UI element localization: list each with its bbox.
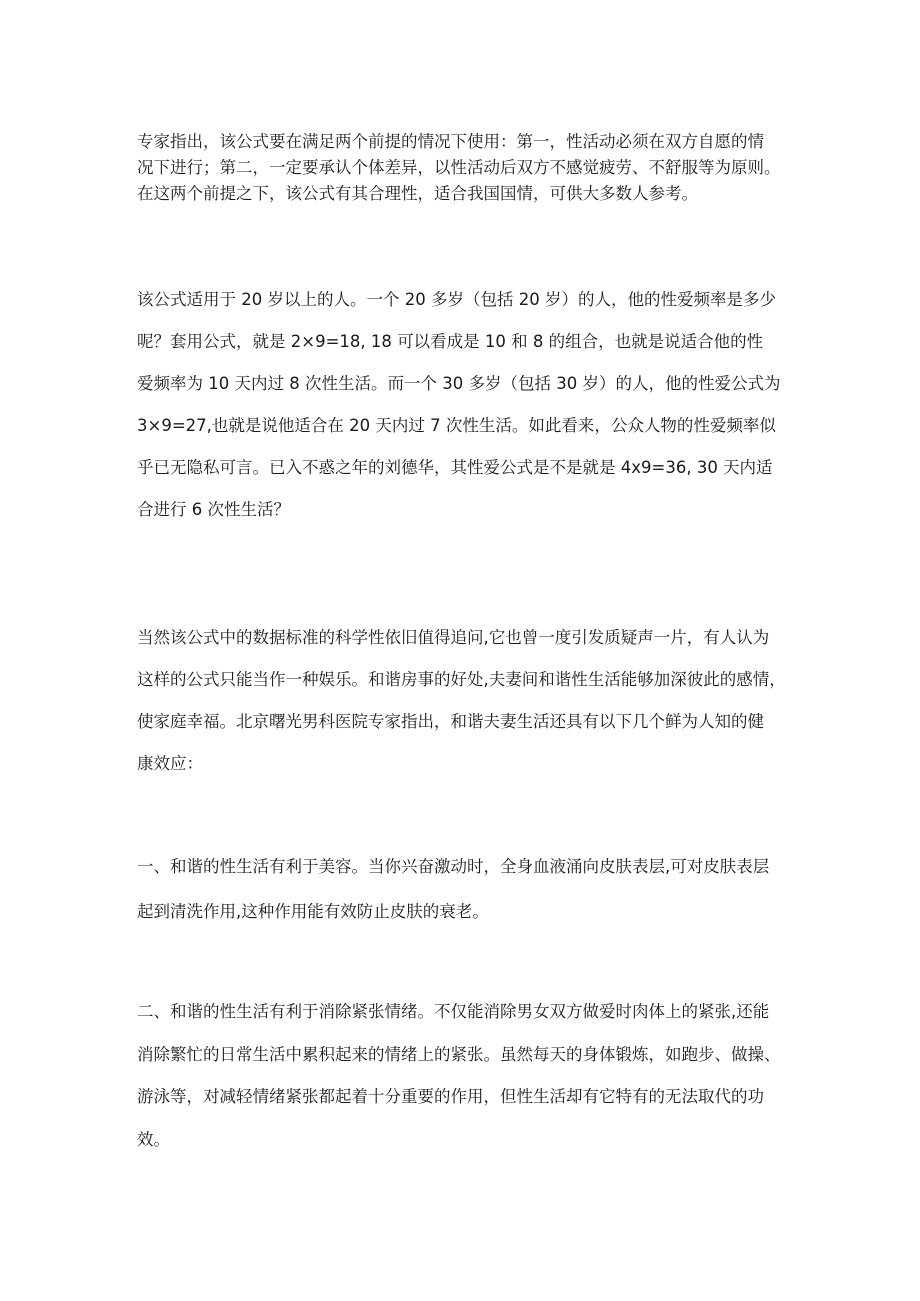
text-line: 乎已无隐私可言。已入不惑之年的刘德华，其性爱公式是不是就是 4x9=36, 30 天内适	[137, 458, 773, 477]
text-line: 游泳等，对减轻情绪紧张都起着十分重要的作用，但性生活却有它特有的无法取代的功	[137, 1087, 764, 1106]
paragraph-expert-conditions	[137, 129, 797, 207]
text-line: 该公式适用于 20 岁以上的人。一个 20 多岁（包括 20 岁）的人，他的性爱频率是多少	[137, 290, 776, 309]
text-line: 专家指出，该公式要在满足两个前提的情况下使用：第一，性活动必须在双方自愿的情	[137, 132, 764, 151]
text-line: 康效应：	[137, 754, 203, 773]
text-line: 二、和谐的性生活有利于消除紧张情绪。不仅能消除男女双方做爱时肉体上的紧张,还能	[137, 1002, 770, 1021]
text-line: 效。	[137, 1129, 170, 1149]
text-line: 况下进行；第二，一定要承认个体差异，以性活动后双方不感觉疲劳、不舒服等为原则。	[137, 158, 781, 177]
text-line: 消除繁忙的日常生活中累积起来的情绪上的紧张。虽然每天的身体锻炼，如跑步、做操、	[137, 1044, 781, 1064]
paragraph-point-two	[137, 991, 797, 1161]
text-line: 当然该公式中的数据标准的科学性依旧值得追问,它也曾一度引发质疑声一片，有人认为	[137, 628, 770, 647]
paragraph-formula-examples	[137, 279, 797, 531]
paragraph-point-one	[137, 844, 797, 934]
text-line: 呢？套用公式，就是 2×9=18, 18 可以看成是 10 和 8 的组合，也就是说适合他的性	[137, 332, 764, 351]
text-line: 起到清洗作用,这种作用能有效防止皮肤的衰老。	[137, 902, 489, 921]
text-line: 一、和谐的性生活有利于美容。当你兴奋激动时，全身血液涌向皮肤表层,可对皮肤表层	[137, 857, 770, 876]
text-line: 在这两个前提之下，该公式有其合理性，适合我国国情，可供大多数人参考。	[137, 184, 698, 203]
text-line: 使家庭幸福。北京曙光男科医院专家指出，和谐夫妻生活还具有以下几个鲜为人知的健	[137, 712, 764, 731]
paragraph-health-effects-intro	[137, 617, 797, 785]
text-line: 3×9=27,也就是说他适合在 20 天内过 7 次性生活。如此看来，公众人物的性爱频率似	[137, 416, 776, 435]
text-line: 合进行 6 次性生活？	[137, 500, 290, 519]
text-line: 这样的公式只能当作一种娱乐。和谐房事的好处,夫妻间和谐性生活能够加深彼此的感情，	[137, 670, 786, 689]
text-line: 爱频率为 10 天内过 8 次性生活。而一个 30 多岁（包括 30 岁）的人，他的性爱公式为	[137, 374, 781, 393]
